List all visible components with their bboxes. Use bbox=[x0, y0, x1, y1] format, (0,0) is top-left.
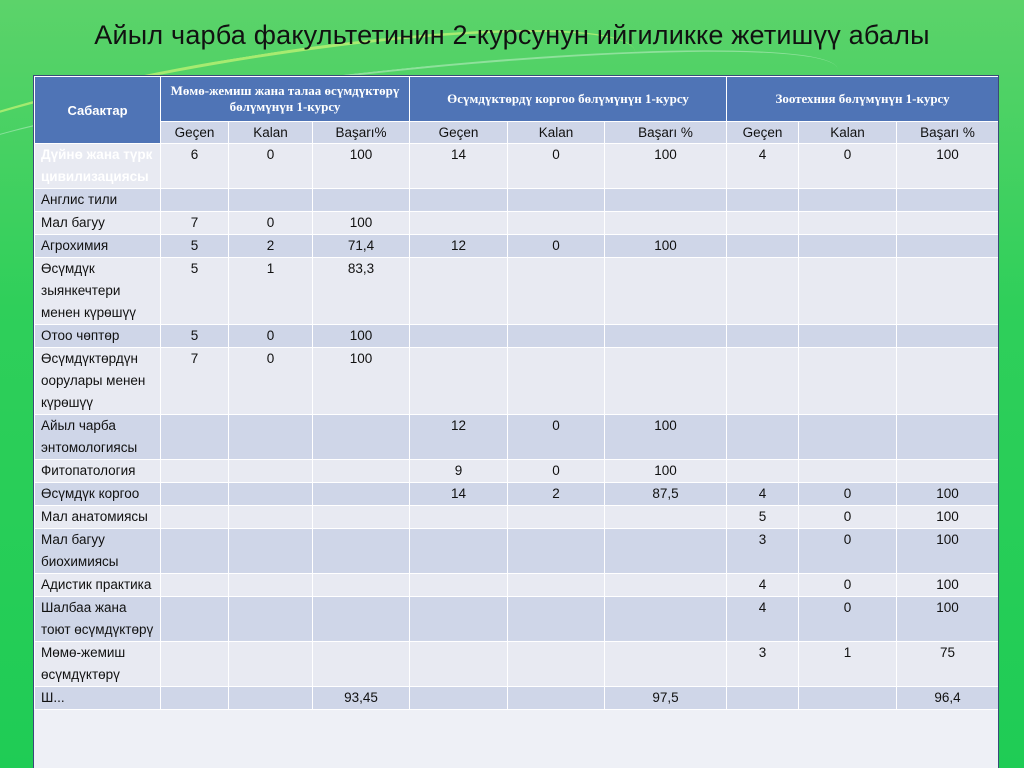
success-rate-cell: 93,45 bbox=[313, 687, 410, 710]
passed-cell bbox=[410, 258, 508, 325]
subheader-failed: Kalan bbox=[508, 122, 605, 144]
failed-cell bbox=[508, 258, 605, 325]
success-rate-cell bbox=[313, 529, 410, 574]
subject-cell: Фитопатология bbox=[35, 460, 161, 483]
failed-cell bbox=[799, 687, 897, 710]
success-rate-cell: 83,3 bbox=[313, 258, 410, 325]
table-row bbox=[35, 212, 999, 235]
success-rate-cell: 100 bbox=[897, 529, 998, 574]
failed-cell: 0 bbox=[229, 144, 313, 189]
failed-cell bbox=[508, 506, 605, 529]
passed-cell bbox=[410, 642, 508, 687]
group-header-plant-protection: Өсүмдүктөрдү коргоо бөлүмүнүн 1-курсу bbox=[410, 77, 727, 122]
failed-cell bbox=[799, 415, 897, 460]
failed-cell bbox=[799, 235, 897, 258]
success-rate-cell bbox=[313, 597, 410, 642]
success-rate-cell bbox=[313, 642, 410, 687]
table-row bbox=[35, 483, 999, 506]
passed-cell: 5 bbox=[161, 325, 229, 348]
success-rate-cell bbox=[313, 483, 410, 506]
failed-cell bbox=[508, 325, 605, 348]
failed-cell bbox=[229, 506, 313, 529]
table-row bbox=[35, 415, 999, 460]
success-rate-cell: 100 bbox=[313, 325, 410, 348]
subject-cell: Мал анатомиясы bbox=[35, 506, 161, 529]
success-rate-cell: 100 bbox=[313, 212, 410, 235]
failed-cell bbox=[229, 460, 313, 483]
table-row bbox=[35, 460, 999, 483]
failed-cell bbox=[508, 212, 605, 235]
passed-cell bbox=[161, 687, 229, 710]
passed-cell: 4 bbox=[727, 597, 799, 642]
passed-cell: 4 bbox=[727, 144, 799, 189]
failed-cell: 2 bbox=[508, 483, 605, 506]
failed-cell bbox=[508, 348, 605, 415]
success-rate-cell bbox=[313, 574, 410, 597]
subheader-failed: Kalan bbox=[229, 122, 313, 144]
subject-cell: Шалбаа жана тоют өсүмдүктөрү bbox=[35, 597, 161, 642]
passed-cell bbox=[727, 212, 799, 235]
passed-cell bbox=[161, 483, 229, 506]
passed-cell bbox=[410, 687, 508, 710]
passed-cell: 7 bbox=[161, 212, 229, 235]
failed-cell: 0 bbox=[799, 144, 897, 189]
subject-cell: Адистик практика bbox=[35, 574, 161, 597]
passed-cell: 14 bbox=[410, 483, 508, 506]
subject-cell: Мал багуу bbox=[35, 212, 161, 235]
failed-cell bbox=[229, 529, 313, 574]
success-rate-cell: 100 bbox=[313, 144, 410, 189]
passed-cell bbox=[727, 189, 799, 212]
passed-cell bbox=[161, 189, 229, 212]
failed-cell bbox=[799, 325, 897, 348]
failed-cell bbox=[508, 687, 605, 710]
success-rate-cell: 100 bbox=[897, 506, 998, 529]
results-table bbox=[34, 76, 998, 710]
passed-cell bbox=[410, 189, 508, 212]
success-rate-cell bbox=[313, 189, 410, 212]
passed-cell bbox=[161, 506, 229, 529]
passed-cell bbox=[161, 574, 229, 597]
table-row bbox=[35, 597, 999, 642]
table-row bbox=[35, 574, 999, 597]
subheader-passed: Geçen bbox=[410, 122, 508, 144]
success-rate-cell: 100 bbox=[605, 415, 727, 460]
table-row bbox=[35, 325, 999, 348]
failed-cell bbox=[229, 574, 313, 597]
table-row bbox=[35, 258, 999, 325]
passed-cell bbox=[727, 258, 799, 325]
subject-cell: Дүйнө жана түрк цивилизациясы bbox=[35, 144, 161, 189]
subheader-success-rate: Başarı % bbox=[605, 122, 727, 144]
success-rate-cell: 87,5 bbox=[605, 483, 727, 506]
passed-cell: 5 bbox=[727, 506, 799, 529]
success-rate-cell bbox=[605, 189, 727, 212]
subject-cell: Өсүмдүк коргоо bbox=[35, 483, 161, 506]
failed-cell: 0 bbox=[508, 415, 605, 460]
table-row bbox=[35, 529, 999, 574]
success-rate-cell bbox=[605, 642, 727, 687]
subject-cell: Агрохимия bbox=[35, 235, 161, 258]
passed-cell bbox=[727, 348, 799, 415]
success-rate-cell: 97,5 bbox=[605, 687, 727, 710]
subject-cell: Англис тили bbox=[35, 189, 161, 212]
table-row bbox=[35, 687, 999, 710]
failed-cell bbox=[508, 597, 605, 642]
success-rate-cell: 100 bbox=[897, 144, 998, 189]
passed-cell bbox=[161, 642, 229, 687]
success-rate-cell bbox=[605, 325, 727, 348]
success-rate-cell bbox=[605, 348, 727, 415]
success-rate-cell bbox=[897, 348, 998, 415]
success-rate-cell bbox=[605, 258, 727, 325]
failed-cell: 0 bbox=[508, 144, 605, 189]
passed-cell bbox=[727, 687, 799, 710]
table-row bbox=[35, 189, 999, 212]
failed-cell bbox=[799, 348, 897, 415]
passed-cell: 6 bbox=[161, 144, 229, 189]
success-rate-cell bbox=[897, 212, 998, 235]
success-rate-cell bbox=[897, 189, 998, 212]
failed-cell bbox=[508, 642, 605, 687]
page-title: Айыл чарба факультетинин 2-курсунун ийгиликке жетишүү абалы bbox=[94, 20, 930, 50]
table-row bbox=[35, 144, 999, 189]
passed-cell bbox=[727, 235, 799, 258]
subject-cell: Отоо чөптөр bbox=[35, 325, 161, 348]
subheader-failed: Kalan bbox=[799, 122, 897, 144]
passed-cell: 12 bbox=[410, 235, 508, 258]
failed-cell bbox=[229, 642, 313, 687]
failed-cell: 0 bbox=[799, 574, 897, 597]
failed-cell: 0 bbox=[799, 597, 897, 642]
passed-cell: 5 bbox=[161, 258, 229, 325]
failed-cell: 2 bbox=[229, 235, 313, 258]
success-rate-cell bbox=[897, 415, 998, 460]
success-rate-cell bbox=[605, 597, 727, 642]
table-row bbox=[35, 506, 999, 529]
failed-cell bbox=[229, 415, 313, 460]
failed-cell bbox=[799, 258, 897, 325]
results-table-container bbox=[34, 76, 998, 768]
subject-cell: Айыл чарба энтомологиясы bbox=[35, 415, 161, 460]
success-rate-cell: 100 bbox=[897, 574, 998, 597]
failed-cell bbox=[799, 189, 897, 212]
subject-cell: Мөмө-жемиш өсүмдүктөрү bbox=[35, 642, 161, 687]
success-rate-cell: 71,4 bbox=[313, 235, 410, 258]
subheader-success-rate: Başarı% bbox=[313, 122, 410, 144]
failed-cell bbox=[799, 460, 897, 483]
subjects-header: Сабактар bbox=[35, 77, 161, 144]
success-rate-cell: 96,4 bbox=[897, 687, 998, 710]
passed-cell: 4 bbox=[727, 483, 799, 506]
failed-cell: 0 bbox=[229, 325, 313, 348]
failed-cell: 1 bbox=[799, 642, 897, 687]
success-rate-cell bbox=[313, 460, 410, 483]
subject-cell: Мал багуу биохимиясы bbox=[35, 529, 161, 574]
failed-cell: 0 bbox=[508, 460, 605, 483]
failed-cell: 0 bbox=[799, 506, 897, 529]
subject-cell: Өсүмдүк зыянкечтери менен күрөшүү bbox=[35, 258, 161, 325]
passed-cell bbox=[410, 574, 508, 597]
success-rate-cell bbox=[313, 506, 410, 529]
table-row bbox=[35, 235, 999, 258]
table-body bbox=[35, 144, 999, 710]
passed-cell: 14 bbox=[410, 144, 508, 189]
success-rate-cell: 100 bbox=[897, 597, 998, 642]
failed-cell bbox=[799, 212, 897, 235]
passed-cell bbox=[161, 415, 229, 460]
failed-cell: 0 bbox=[229, 212, 313, 235]
passed-cell bbox=[161, 460, 229, 483]
passed-cell bbox=[410, 506, 508, 529]
success-rate-cell bbox=[313, 415, 410, 460]
success-rate-cell: 75 bbox=[897, 642, 998, 687]
group-header-zootechnics: Зоотехния бөлүмүнүн 1-курсу bbox=[727, 77, 998, 122]
success-rate-cell bbox=[605, 574, 727, 597]
passed-cell bbox=[410, 325, 508, 348]
failed-cell: 0 bbox=[229, 348, 313, 415]
success-rate-cell: 100 bbox=[313, 348, 410, 415]
failed-cell bbox=[229, 597, 313, 642]
subheader-row bbox=[35, 122, 999, 144]
passed-cell: 7 bbox=[161, 348, 229, 415]
group-header-horticulture: Мөмө-жемиш жана талаа өсүмдүктөрү бөлүмүнүн 1-курсу bbox=[161, 77, 410, 122]
passed-cell bbox=[161, 529, 229, 574]
subheader-passed: Geçen bbox=[727, 122, 799, 144]
subject-cell: Ш... bbox=[35, 687, 161, 710]
passed-cell: 4 bbox=[727, 574, 799, 597]
passed-cell: 12 bbox=[410, 415, 508, 460]
failed-cell bbox=[508, 529, 605, 574]
passed-cell bbox=[410, 597, 508, 642]
success-rate-cell: 100 bbox=[897, 483, 998, 506]
success-rate-cell bbox=[897, 460, 998, 483]
table-row bbox=[35, 348, 999, 415]
success-rate-cell: 100 bbox=[605, 235, 727, 258]
success-rate-cell: 100 bbox=[605, 460, 727, 483]
failed-cell bbox=[508, 574, 605, 597]
failed-cell: 0 bbox=[799, 529, 897, 574]
failed-cell bbox=[229, 483, 313, 506]
passed-cell bbox=[410, 348, 508, 415]
subject-cell: Өсүмдүктөрдүн оорулары менен күрөшүү bbox=[35, 348, 161, 415]
failed-cell: 0 bbox=[508, 235, 605, 258]
failed-cell: 0 bbox=[799, 483, 897, 506]
subheader-passed: Geçen bbox=[161, 122, 229, 144]
passed-cell bbox=[161, 597, 229, 642]
success-rate-cell: 100 bbox=[605, 144, 727, 189]
passed-cell: 3 bbox=[727, 529, 799, 574]
passed-cell bbox=[727, 325, 799, 348]
passed-cell: 9 bbox=[410, 460, 508, 483]
success-rate-cell bbox=[605, 212, 727, 235]
subheader-success-rate: Başarı % bbox=[897, 122, 998, 144]
success-rate-cell bbox=[605, 529, 727, 574]
failed-cell bbox=[229, 189, 313, 212]
passed-cell: 5 bbox=[161, 235, 229, 258]
success-rate-cell bbox=[605, 506, 727, 529]
passed-cell bbox=[410, 529, 508, 574]
passed-cell: 3 bbox=[727, 642, 799, 687]
failed-cell: 1 bbox=[229, 258, 313, 325]
success-rate-cell bbox=[897, 235, 998, 258]
success-rate-cell bbox=[897, 325, 998, 348]
passed-cell bbox=[727, 460, 799, 483]
success-rate-cell bbox=[897, 258, 998, 325]
passed-cell bbox=[727, 415, 799, 460]
passed-cell bbox=[410, 212, 508, 235]
table-row bbox=[35, 642, 999, 687]
failed-cell bbox=[229, 687, 313, 710]
failed-cell bbox=[508, 189, 605, 212]
